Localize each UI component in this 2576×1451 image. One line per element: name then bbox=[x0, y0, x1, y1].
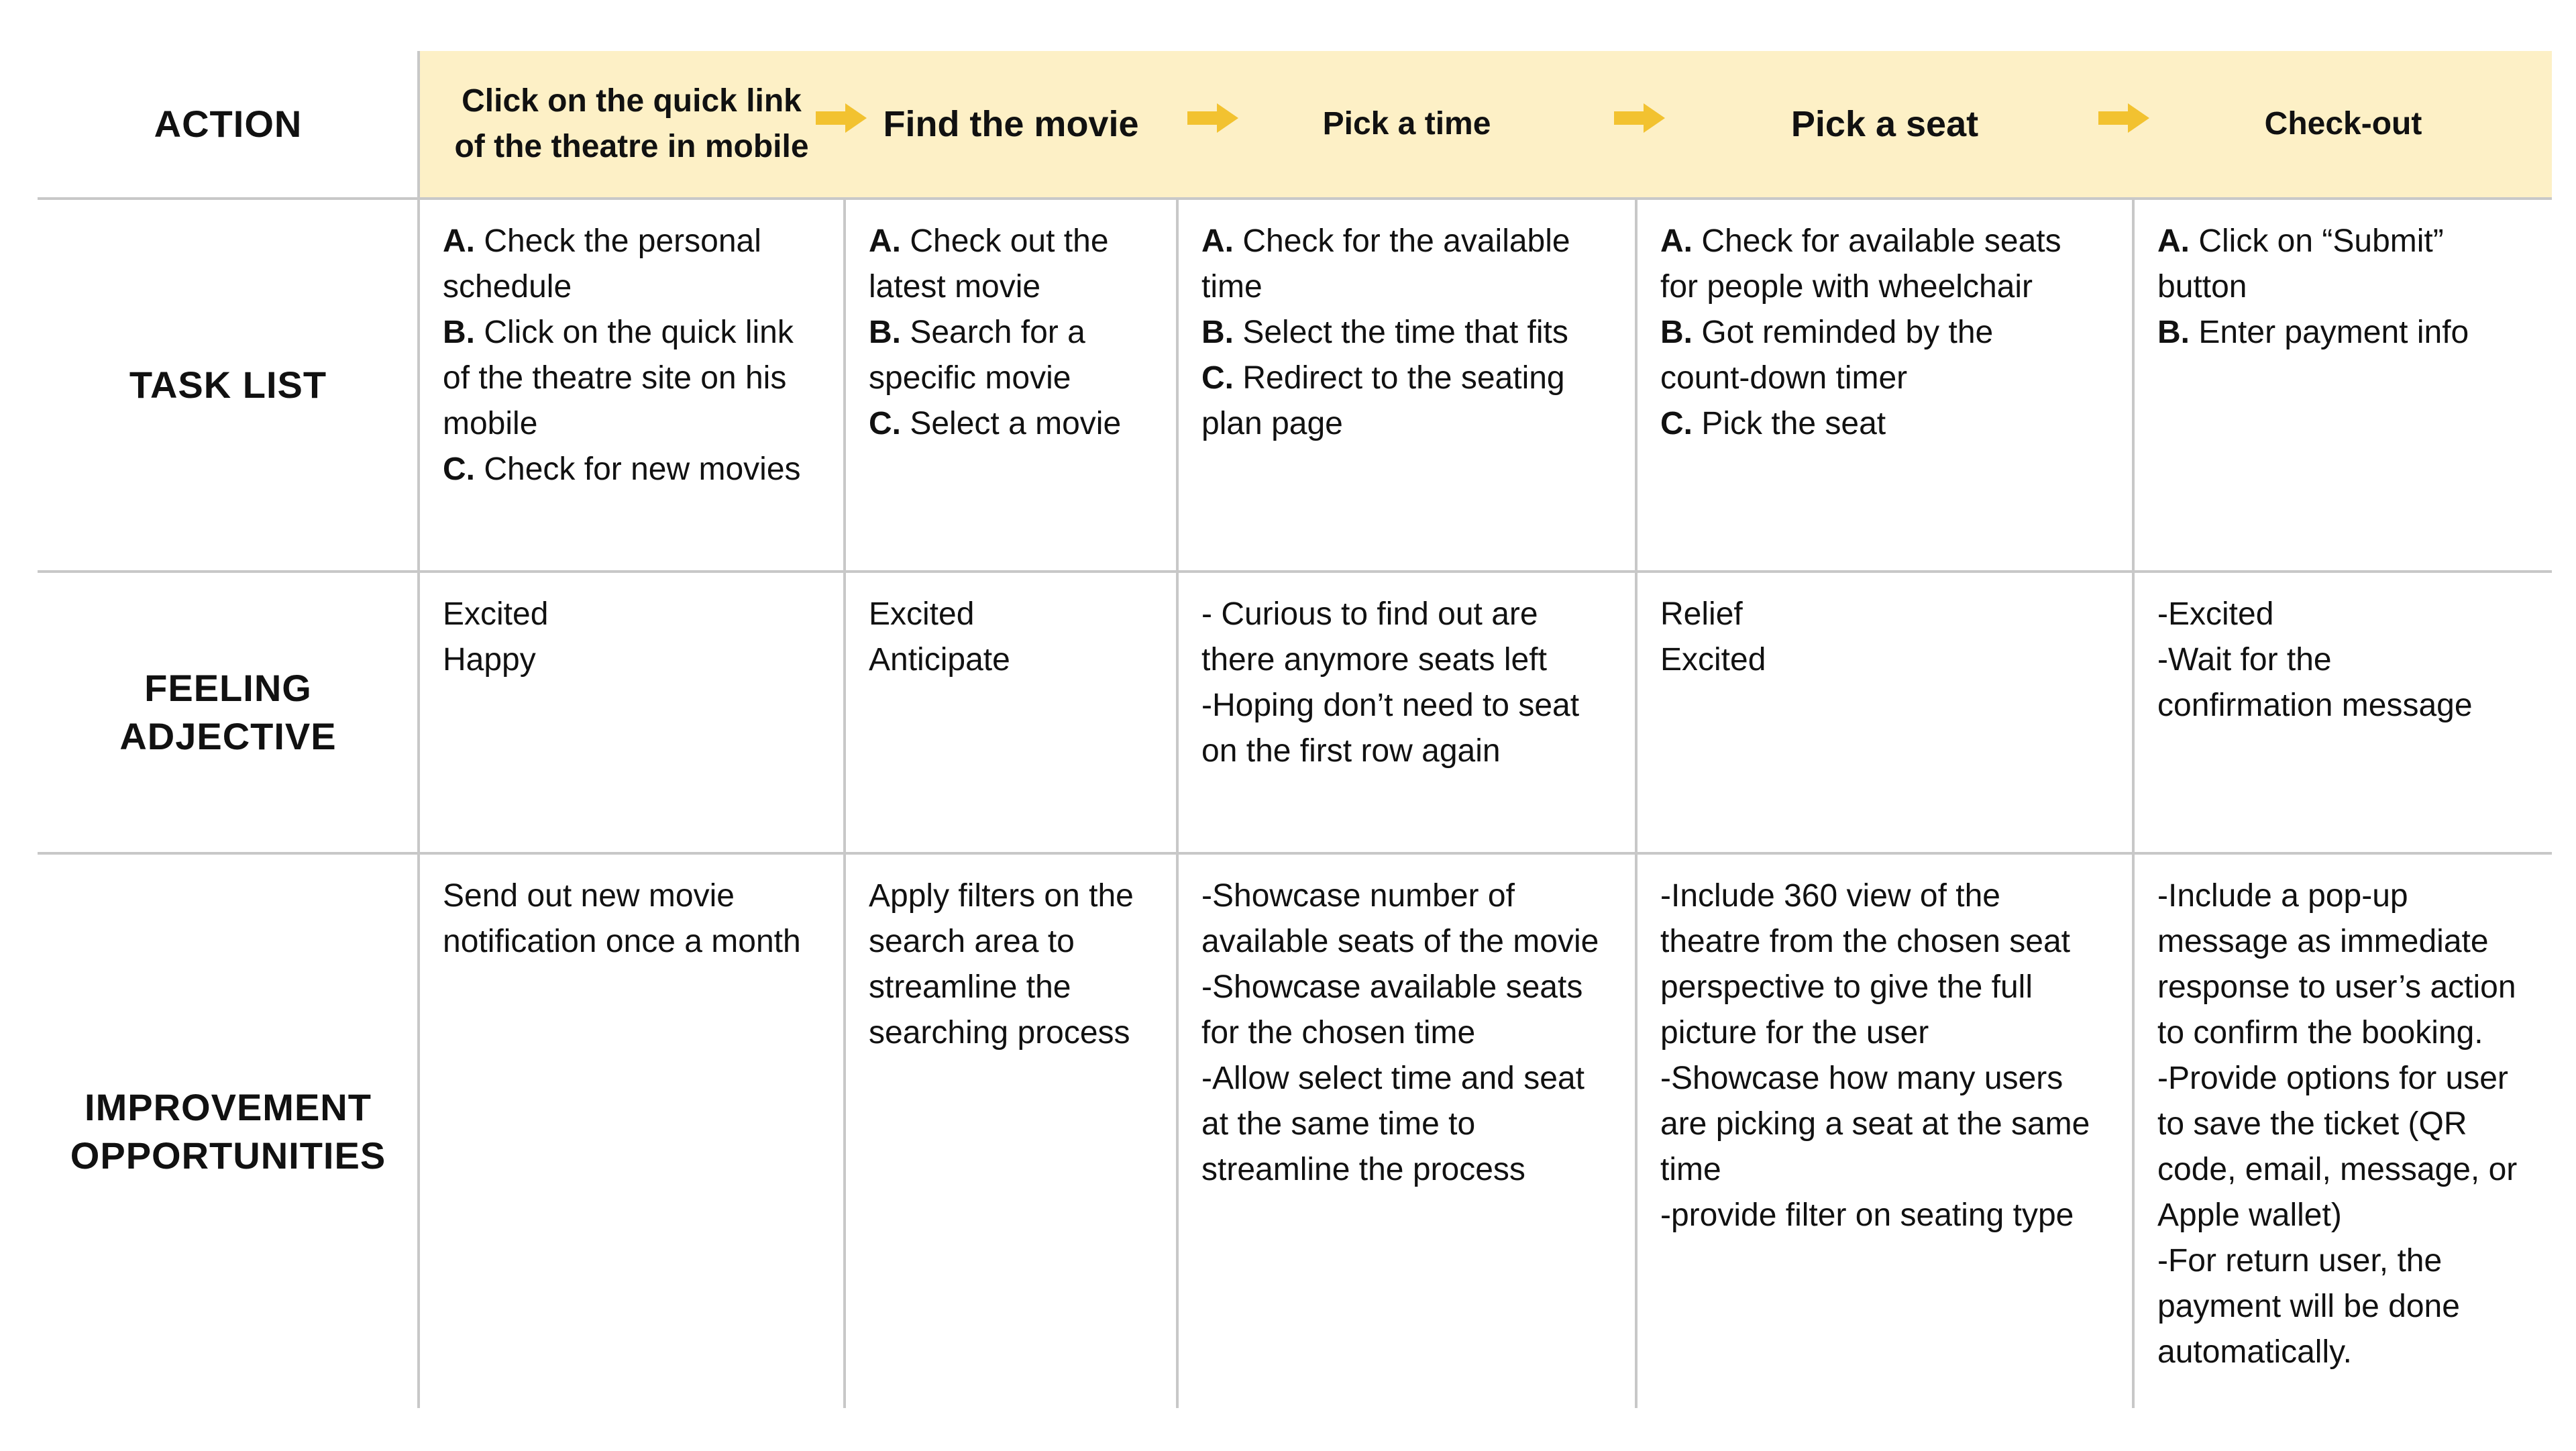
task-line: count-down timer bbox=[1660, 360, 1908, 396]
stage-header-pick-time bbox=[1179, 51, 1635, 197]
column-divider bbox=[2132, 197, 2135, 1408]
improvement-line: -Showcase how many users bbox=[1660, 1061, 2063, 1096]
improvement-line: Send out new movie bbox=[443, 878, 735, 914]
feeling-line: Excited bbox=[443, 596, 549, 632]
row-label-line: IMPROVEMENT bbox=[85, 1085, 372, 1128]
arrow-right-icon bbox=[1614, 102, 1665, 134]
row-label-task-list bbox=[38, 200, 419, 570]
feeling-line: there anymore seats left bbox=[1201, 642, 1547, 678]
column-divider bbox=[1635, 197, 1638, 1408]
improvement-line: -Showcase available seats bbox=[1201, 969, 1583, 1005]
improvement-cell-check-out bbox=[2157, 873, 2517, 1375]
task-line: A. Click on “Submit” bbox=[2157, 223, 2444, 259]
task-line: of the theatre site on his bbox=[443, 360, 787, 396]
task-line: A. Check for the available bbox=[1201, 223, 1570, 259]
feeling-line: Happy bbox=[443, 642, 536, 678]
stage-header-find-movie bbox=[846, 51, 1176, 197]
task-line: A. Check out the bbox=[869, 223, 1109, 259]
task-line: B. Select the time that fits bbox=[1201, 315, 1568, 350]
improvement-line: -provide filter on seating type bbox=[1660, 1197, 2074, 1233]
task-cell-pick-time bbox=[1201, 219, 1570, 447]
task-line: time bbox=[1201, 269, 1263, 305]
task-line: A. Check for available seats bbox=[1660, 223, 2061, 259]
improvement-line: -Allow select time and seat bbox=[1201, 1061, 1585, 1096]
task-line: C. Pick the seat bbox=[1660, 406, 1886, 441]
row-label-line: ADJECTIVE bbox=[119, 715, 337, 757]
task-line: B. Click on the quick link bbox=[443, 315, 794, 350]
task-line: B. Enter payment info bbox=[2157, 315, 2469, 350]
improvement-line: Apply filters on the bbox=[869, 878, 1134, 914]
feeling-cell-pick-time bbox=[1201, 592, 1579, 774]
task-line: A. Check the personal bbox=[443, 223, 761, 259]
column-divider bbox=[1176, 197, 1179, 1408]
task-line: B. Search for a bbox=[869, 315, 1085, 350]
improvement-line: time bbox=[1660, 1152, 1721, 1187]
row-label-line: ACTION bbox=[154, 103, 303, 145]
stage-header-line: Pick a time bbox=[1322, 106, 1491, 142]
feeling-cell-quick-link bbox=[443, 592, 548, 683]
feeling-line: -Excited bbox=[2157, 596, 2274, 632]
improvement-line: code, email, message, or bbox=[2157, 1152, 2518, 1187]
row-label-line: OPPORTUNITIES bbox=[70, 1134, 386, 1177]
improvement-line: -Showcase number of bbox=[1201, 878, 1515, 914]
feeling-line: -Wait for the bbox=[2157, 642, 2332, 678]
improvement-cell-pick-time bbox=[1201, 873, 1599, 1193]
row-label-action bbox=[38, 51, 419, 197]
improvement-line: searching process bbox=[869, 1015, 1130, 1051]
improvement-line: -For return user, the bbox=[2157, 1243, 2443, 1279]
improvement-line: perspective to give the full bbox=[1660, 969, 2033, 1005]
task-cell-find-movie bbox=[869, 219, 1121, 447]
row-label-feeling-adjective bbox=[38, 573, 419, 852]
arrow-right-icon bbox=[2098, 102, 2149, 134]
task-cell-check-out bbox=[2157, 219, 2469, 356]
task-line: B. Got reminded by the bbox=[1660, 315, 1994, 350]
row-label-line: FEELING bbox=[144, 667, 312, 709]
improvement-line: picture for the user bbox=[1660, 1015, 1929, 1051]
column-divider bbox=[843, 197, 846, 1408]
improvement-line: to confirm the booking. bbox=[2157, 1015, 2483, 1051]
improvement-line: for the chosen time bbox=[1201, 1015, 1476, 1051]
improvement-line: theatre from the chosen seat bbox=[1660, 924, 2071, 959]
improvement-line: -Include a pop-up bbox=[2157, 878, 2408, 914]
stage-header-line: of the theatre in mobile bbox=[454, 129, 809, 164]
task-line: latest movie bbox=[869, 269, 1041, 305]
task-line: for people with wheelchair bbox=[1660, 269, 2033, 305]
row-label-line: TASK LIST bbox=[129, 364, 327, 406]
task-line: mobile bbox=[443, 406, 538, 441]
feeling-line: Relief bbox=[1660, 596, 1743, 632]
feeling-line: on the first row again bbox=[1201, 733, 1501, 769]
improvement-line: message as immediate bbox=[2157, 924, 2489, 959]
improvement-line: available seats of the movie bbox=[1201, 924, 1599, 959]
improvement-line: at the same time to bbox=[1201, 1106, 1476, 1142]
stage-header-line: Click on the quick link bbox=[462, 83, 802, 119]
task-line: C. Select a movie bbox=[869, 406, 1122, 441]
task-cell-quick-link bbox=[443, 219, 801, 492]
feeling-cell-find-movie bbox=[869, 592, 1010, 683]
feeling-cell-check-out bbox=[2157, 592, 2473, 729]
improvement-line: streamline the process bbox=[1201, 1152, 1525, 1187]
stage-header-line: Find the movie bbox=[883, 104, 1139, 144]
task-line: C. Redirect to the seating bbox=[1201, 360, 1565, 396]
improvement-line: search area to bbox=[869, 924, 1075, 959]
improvement-line: streamline the bbox=[869, 969, 1071, 1005]
task-line: plan page bbox=[1201, 406, 1343, 441]
improvement-line: -Include 360 view of the bbox=[1660, 878, 2000, 914]
improvement-line: notification once a month bbox=[443, 924, 801, 959]
improvement-line: response to user’s action bbox=[2157, 969, 2516, 1005]
task-line: specific movie bbox=[869, 360, 1071, 396]
improvement-line: -Provide options for user bbox=[2157, 1061, 2508, 1096]
feeling-line: - Curious to find out are bbox=[1201, 596, 1538, 632]
improvement-cell-find-movie bbox=[869, 873, 1134, 1056]
stage-header-check-out bbox=[2135, 51, 2552, 197]
arrow-right-icon bbox=[816, 102, 867, 134]
task-line: schedule bbox=[443, 269, 572, 305]
improvement-line: to save the ticket (QR bbox=[2157, 1106, 2467, 1142]
stage-header-line: Pick a seat bbox=[1790, 104, 1979, 144]
task-cell-pick-seat bbox=[1660, 219, 2061, 447]
improvement-cell-quick-link bbox=[443, 873, 801, 965]
feeling-line: confirmation message bbox=[2157, 688, 2473, 723]
improvement-line: payment will be done bbox=[2157, 1289, 2460, 1324]
improvement-cell-pick-seat bbox=[1660, 873, 2090, 1238]
feeling-line: Anticipate bbox=[869, 642, 1010, 678]
improvement-line: are picking a seat at the same bbox=[1660, 1106, 2090, 1142]
row-label-improvement-opportunities bbox=[38, 855, 419, 1408]
improvement-line: automatically. bbox=[2157, 1334, 2352, 1370]
stage-header-line: Check-out bbox=[2264, 106, 2422, 142]
feeling-cell-pick-seat bbox=[1660, 592, 1766, 683]
task-line: button bbox=[2157, 269, 2247, 305]
feeling-line: -Hoping don’t need to seat bbox=[1201, 688, 1580, 723]
stage-header-quick-link bbox=[420, 51, 843, 197]
arrow-right-icon bbox=[1187, 102, 1238, 134]
task-line: C. Check for new movies bbox=[443, 451, 801, 487]
feeling-line: Excited bbox=[1660, 642, 1766, 678]
stage-header-pick-seat bbox=[1638, 51, 2132, 197]
improvement-line: Apple wallet) bbox=[2157, 1197, 2342, 1233]
feeling-line: Excited bbox=[869, 596, 975, 632]
